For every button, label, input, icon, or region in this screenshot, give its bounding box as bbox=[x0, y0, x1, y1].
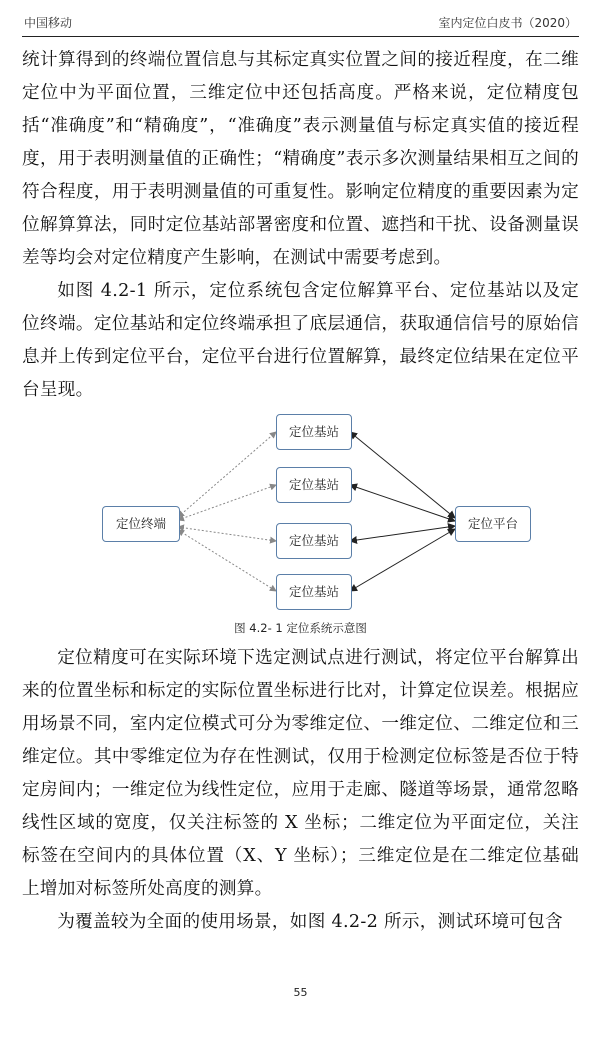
base-station-box-3: 定位基站 bbox=[276, 523, 352, 559]
header-left: 中国移动 bbox=[24, 16, 73, 30]
link-terminal-bs1 bbox=[178, 432, 276, 517]
page-number: 55 bbox=[293, 986, 308, 999]
link-terminal-bs2 bbox=[178, 485, 276, 520]
positioning-system-diagram bbox=[0, 405, 601, 635]
page-header bbox=[22, 10, 579, 37]
base-station-box-4: 定位基站 bbox=[276, 574, 352, 610]
paragraph-1: 统计算得到的终端位置信息与其标定真实位置之间的接近程度，在二维定位中为平面位置，三维定位中还包括高度。严格来说，定位精度包括“准确度”和“精确度”，“准确度”表示测量值与标定真实值的接近程度，用于表明测量值的正确性；“精确度”表示多次测量结果相互之间的符合程度，用于表明测量值的可重复性。影响定位精度的重要因素为定位解算算法，同时定位基站部署密度和位置、遮挡和干扰、设备测量误差等均会对定位精度产生影响，在测试中需要考虑到。 bbox=[22, 50, 579, 268]
terminal-box: 定位终端 bbox=[102, 506, 180, 542]
paragraph-2: 如图 4.2-1 所示，定位系统包含定位解算平台、定位基站以及定位终端。定位基站和定位终端承担了底层通信，获取通信信号的原始信息并上传到定位平台，定位平台进行位置解算，最终定位结果在定位平台呈现。 bbox=[22, 281, 579, 400]
header-right: 室内定位白皮书（2020） bbox=[438, 16, 577, 30]
paragraph-3: 定位精度可在实际环境下选定测试点进行测试，将定位平台解算出来的位置坐标和标定的实际位置坐标进行比对，计算定位误差。根据应用场景不同，室内定位模式可分为零维定位、一维定位、二维定位和三维定位。其中零维定位为存在性测试，仅用于检测定位标签是否位于特定房间内；一维定位为线性定位，应用于走廊、隧道等场景，通常忽略线性区域的宽度，仅关注标签的 X 坐标；二维定位为平面定位，关注标签在空间内的具体位置（X、Y 坐标）；三维定位是在二维定位基础上增加对标签所处高度的测算。 bbox=[22, 648, 579, 899]
base-station-box-2: 定位基站 bbox=[276, 467, 352, 503]
link-bs1-platform bbox=[350, 432, 455, 518]
figure-caption: 图 4.2- 1 定位系统示意图 bbox=[234, 621, 367, 635]
base-station-box-1: 定位基站 bbox=[276, 414, 352, 450]
platform-box: 定位平台 bbox=[455, 506, 531, 542]
paragraph-4: 为覆盖较为全面的使用场景，如图 4.2-2 所示，测试环境可包含 bbox=[57, 912, 563, 932]
link-bs2-platform bbox=[350, 485, 455, 521]
